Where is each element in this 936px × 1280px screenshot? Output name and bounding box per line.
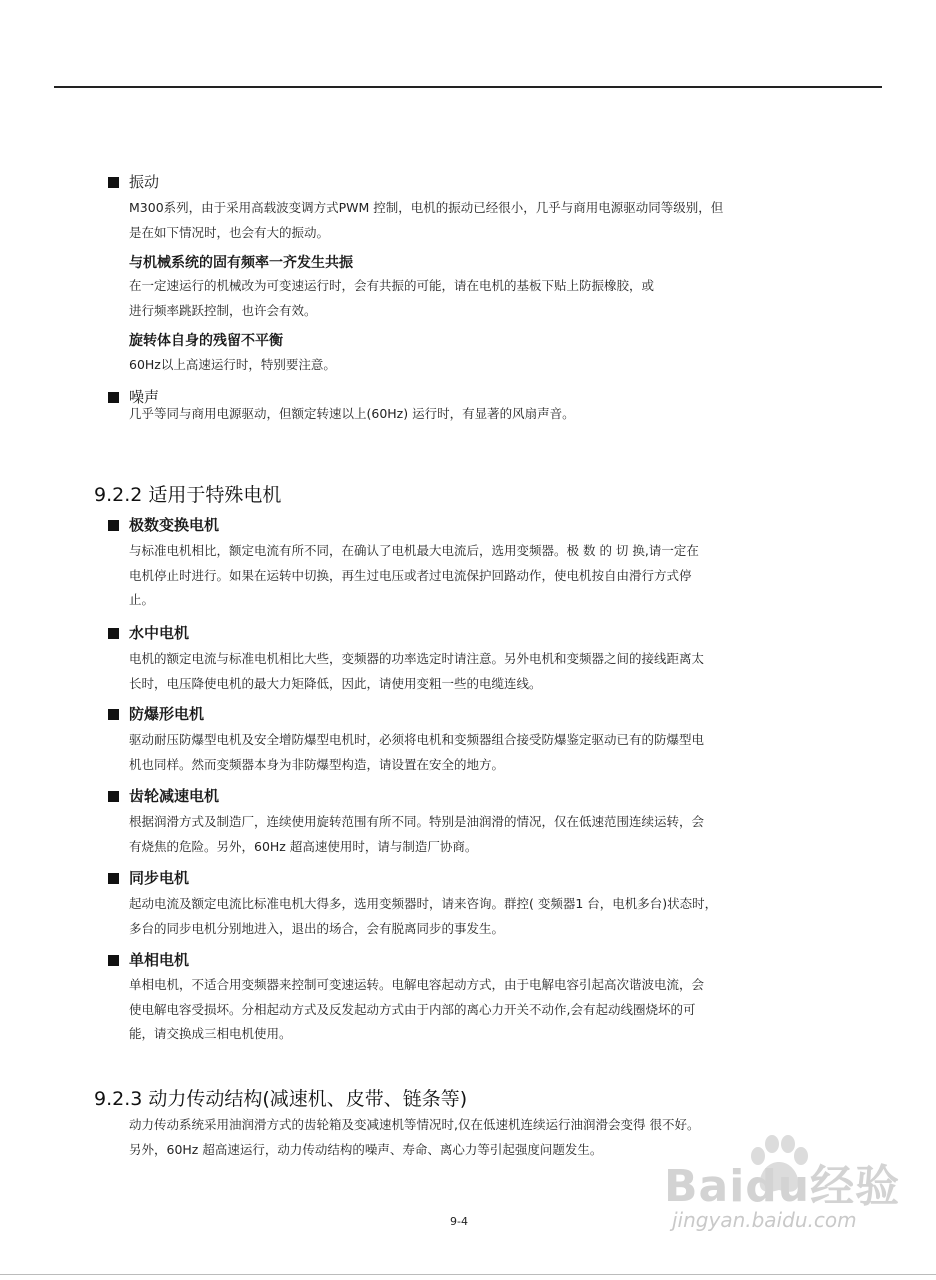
header-rule — [54, 86, 882, 88]
square-bullet-icon — [108, 392, 119, 403]
noise-text: 几乎等同与商用电源驱动，但额定转速以上(60Hz) 运行时，有显著的风扇声音。 — [129, 406, 575, 421]
square-bullet-icon — [108, 873, 119, 884]
watermark-url: jingyan.baidu.com — [672, 1208, 857, 1232]
single-phase-heading: 单相电机 — [108, 949, 189, 970]
resonance-heading: 与机械系统的固有频率一齐发生共振 — [129, 255, 353, 271]
square-bullet-icon — [108, 177, 119, 188]
explosion-proof-heading: 防爆形电机 — [108, 703, 204, 724]
section-923-title: 9.2.3 动力传动结构(减速机、皮带、链条等) — [94, 1088, 468, 1110]
square-bullet-icon — [108, 520, 119, 531]
submersible-heading: 水中电机 — [108, 622, 189, 643]
section-923-text: 动力传动系统采用油润滑方式的齿轮箱及变减速机等情况时,仅在低速机连续运行油润滑会变得 很不好。 另外，60Hz 超高速运行，动力传动结构的噪声、寿命、离心力等引起强度问题发生。 — [129, 1117, 700, 1157]
synchronous-heading: 同步电机 — [108, 867, 189, 888]
pole-change-text: 与标准电机相比，额定电流有所不同，在确认了电机最大电流后，选用变频器。极 数 的 切 换,请一定在 电机停止时进行。如果在运转中切换，再生过电压或者过电流保护回路动作，使电机按自由滑行方式停 止。 — [129, 543, 699, 607]
imbalance-heading: 旋转体自身的残留不平衡 — [129, 333, 283, 349]
vibration-text: M300系列，由于采用高载波变调方式PWM 控制，电机的振动已经很小，几乎与商用电源驱动同等级别，但 是在如下情况时，也会有大的振动。 — [129, 200, 724, 240]
square-bullet-icon — [108, 709, 119, 720]
submersible-text: 电机的额定电流与标准电机相比大些，变频器的功率选定时请注意。另外电机和变频器之间的接线距离太 长时，电压降使电机的最大力矩降低，因此，请使用变粗一些的电缆连线。 — [129, 651, 705, 691]
explosion-proof-text: 驱动耐压防爆型电机及安全增防爆型电机时，必须将电机和变频器组合接受防爆鉴定驱动已有的防爆型电 机也同样。然而变频器本身为非防爆型构造，请设置在安全的地方。 — [129, 732, 705, 772]
footer-rule — [0, 1274, 936, 1275]
synchronous-text: 起动电流及额定电流比标准电机大得多，选用变频器时，请来咨询。群控( 变频器1 台，电机多台)状态时， 多台的同步电机分别地进入，退出的场合，会有脱离同步的事发生。 — [129, 896, 718, 936]
imbalance-text: 60Hz以上高速运行时，特别要注意。 — [129, 357, 336, 372]
square-bullet-icon — [108, 791, 119, 802]
resonance-text: 在一定速运行的机械改为可变速运行时，会有共振的可能，请在电机的基板下贴上防振橡胶，或 进行频率跳跃控制，也许会有效。 — [129, 278, 655, 318]
gear-motor-text: 根据润滑方式及制造厂，连续使用旋转范围有所不同。特别是油润滑的情况，仅在低速范围连续运转，会 有烧焦的危险。另外，60Hz 超高速使用时，请与制造厂协商。 — [129, 814, 705, 854]
single-phase-text: 单相电机，不适合用变频器来控制可变速运转。电解电容起动方式，由于电解电容引起高次谐波电流，会 使电解电容受损坏。分相起动方式及反发起动方式由于内部的离心力开关不动作,会有起动线圈烧坏的可 能，请交换成三相电机使用。 — [129, 977, 705, 1041]
watermark-logo: Baidu经验 — [664, 1161, 901, 1212]
page-number: 9-4 — [450, 1215, 468, 1228]
gear-motor-heading: 齿轮减速电机 — [108, 785, 219, 806]
section-922-title: 9.2.2 适用于特殊电机 — [94, 484, 282, 506]
square-bullet-icon — [108, 628, 119, 639]
vibration-heading: 振动 — [108, 171, 159, 192]
pole-change-heading: 极数变换电机 — [108, 514, 219, 535]
baidu-watermark — [664, 1134, 901, 1258]
noise-heading: 噪声 — [108, 386, 159, 407]
square-bullet-icon — [108, 955, 119, 966]
